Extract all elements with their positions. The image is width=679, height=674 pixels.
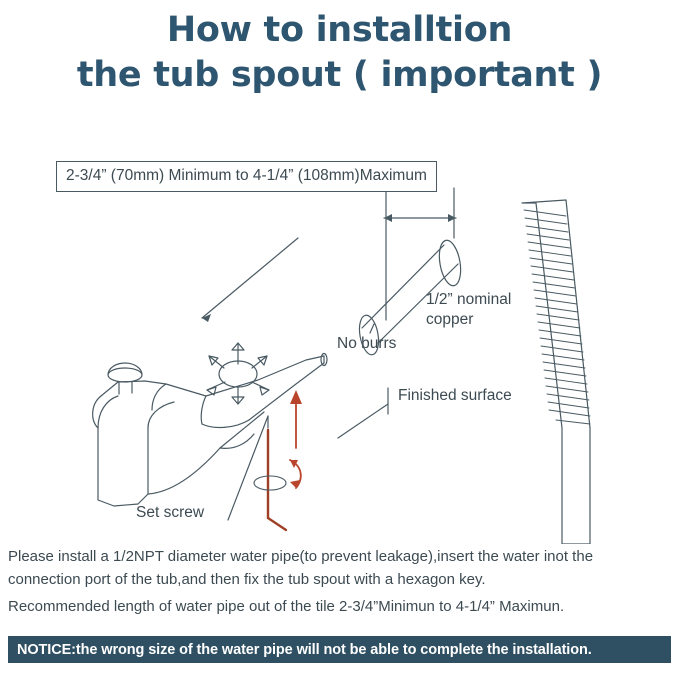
instruction-paragraph-1-line-2: connection port of the tub,and then fix the tub spout with a hexagon key.	[8, 570, 486, 588]
notice-banner: NOTICE:the wrong size of the water pipe will not be able to complete the installation.	[8, 636, 671, 663]
installation-diagram	[6, 128, 674, 544]
instruction-paragraph-2: Recommended length of water pipe out of the tile 2-3/4”Minimun to 4-1/4” Maximun.	[8, 597, 565, 615]
callout-no-burrs: No burrs	[337, 335, 397, 352]
callout-copper-line-1: 1/2” nominal	[426, 291, 512, 308]
page-title-line-2: the tub spout ( important )	[76, 54, 603, 95]
callout-set-screw: Set screw	[136, 504, 205, 521]
instruction-text	[8, 546, 672, 622]
instruction-paragraph-1-line-1: Please install a 1/2NPT diameter water pipe(to prevent leakage),insert the water inot the	[8, 548, 594, 565]
page-title	[0, 8, 679, 98]
instruction-paragraph-1	[8, 546, 672, 592]
callout-copper-line-2: copper	[426, 311, 474, 329]
page-title-line-1: How to installtion	[166, 10, 513, 50]
callout-finished-surface: Finished surface	[398, 387, 512, 404]
callout-copper	[426, 290, 511, 331]
dimension-label: 2-3/4” (70mm) Minimum to 4-1/4” (108mm)Maximum	[56, 161, 437, 192]
